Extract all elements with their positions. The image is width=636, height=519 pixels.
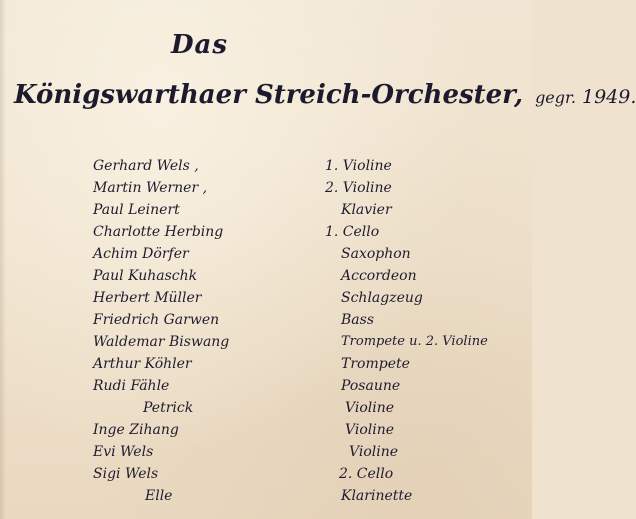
member-instrument: 1. Cello bbox=[325, 224, 380, 240]
member-name: Rudi Fähle bbox=[93, 378, 170, 394]
member-name: Charlotte Herbing bbox=[93, 224, 224, 240]
member-name: Elle bbox=[145, 488, 173, 504]
member-instrument: Accordeon bbox=[341, 268, 417, 284]
page-edge-shadow bbox=[0, 0, 6, 519]
member-instrument: Violine bbox=[349, 444, 399, 460]
member-instrument: Klavier bbox=[341, 202, 392, 218]
title-orchestra-line bbox=[14, 80, 636, 110]
member-instrument: Violine bbox=[345, 400, 395, 416]
member-name: Inge Zihang bbox=[93, 422, 179, 438]
title-founded-label: gegr. bbox=[535, 88, 576, 107]
member-name: Arthur Köhler bbox=[93, 356, 192, 372]
member-name: Evi Wels bbox=[93, 444, 154, 460]
member-name: Martin Werner , bbox=[93, 180, 208, 196]
member-instrument: Violine bbox=[345, 422, 395, 438]
member-instrument: 2. Violine bbox=[325, 180, 392, 196]
member-name: Paul Kuhaschk bbox=[93, 268, 198, 284]
member-name: Achim Dörfer bbox=[93, 246, 189, 262]
title-comma: , bbox=[514, 80, 524, 110]
member-name: Friedrich Garwen bbox=[93, 312, 220, 328]
member-name: Waldemar Biswang bbox=[93, 334, 230, 350]
member-instrument: Posaune bbox=[341, 378, 401, 394]
member-name: Sigi Wels bbox=[93, 466, 159, 482]
title-das: Das bbox=[171, 30, 229, 60]
title-orchestra-name: Königswarthaer Streich-Orchester bbox=[14, 80, 514, 110]
member-instrument: 1. Violine bbox=[325, 158, 392, 174]
title-founded-year: 1949. bbox=[582, 86, 636, 108]
member-instrument: Trompete u. 2. Violine bbox=[341, 334, 488, 349]
member-instrument: Saxophon bbox=[341, 246, 411, 262]
member-name: Petrick bbox=[143, 400, 194, 416]
member-name: Gerhard Wels , bbox=[93, 158, 199, 174]
member-instrument: Bass bbox=[341, 312, 375, 328]
member-name: Paul Leinert bbox=[93, 202, 180, 218]
member-instrument: Klarinette bbox=[341, 488, 413, 504]
member-name: Herbert Müller bbox=[93, 290, 202, 306]
member-instrument: Trompete bbox=[341, 356, 410, 372]
member-instrument: Schlagzeug bbox=[341, 290, 423, 306]
member-instrument: 2. Cello bbox=[339, 466, 394, 482]
